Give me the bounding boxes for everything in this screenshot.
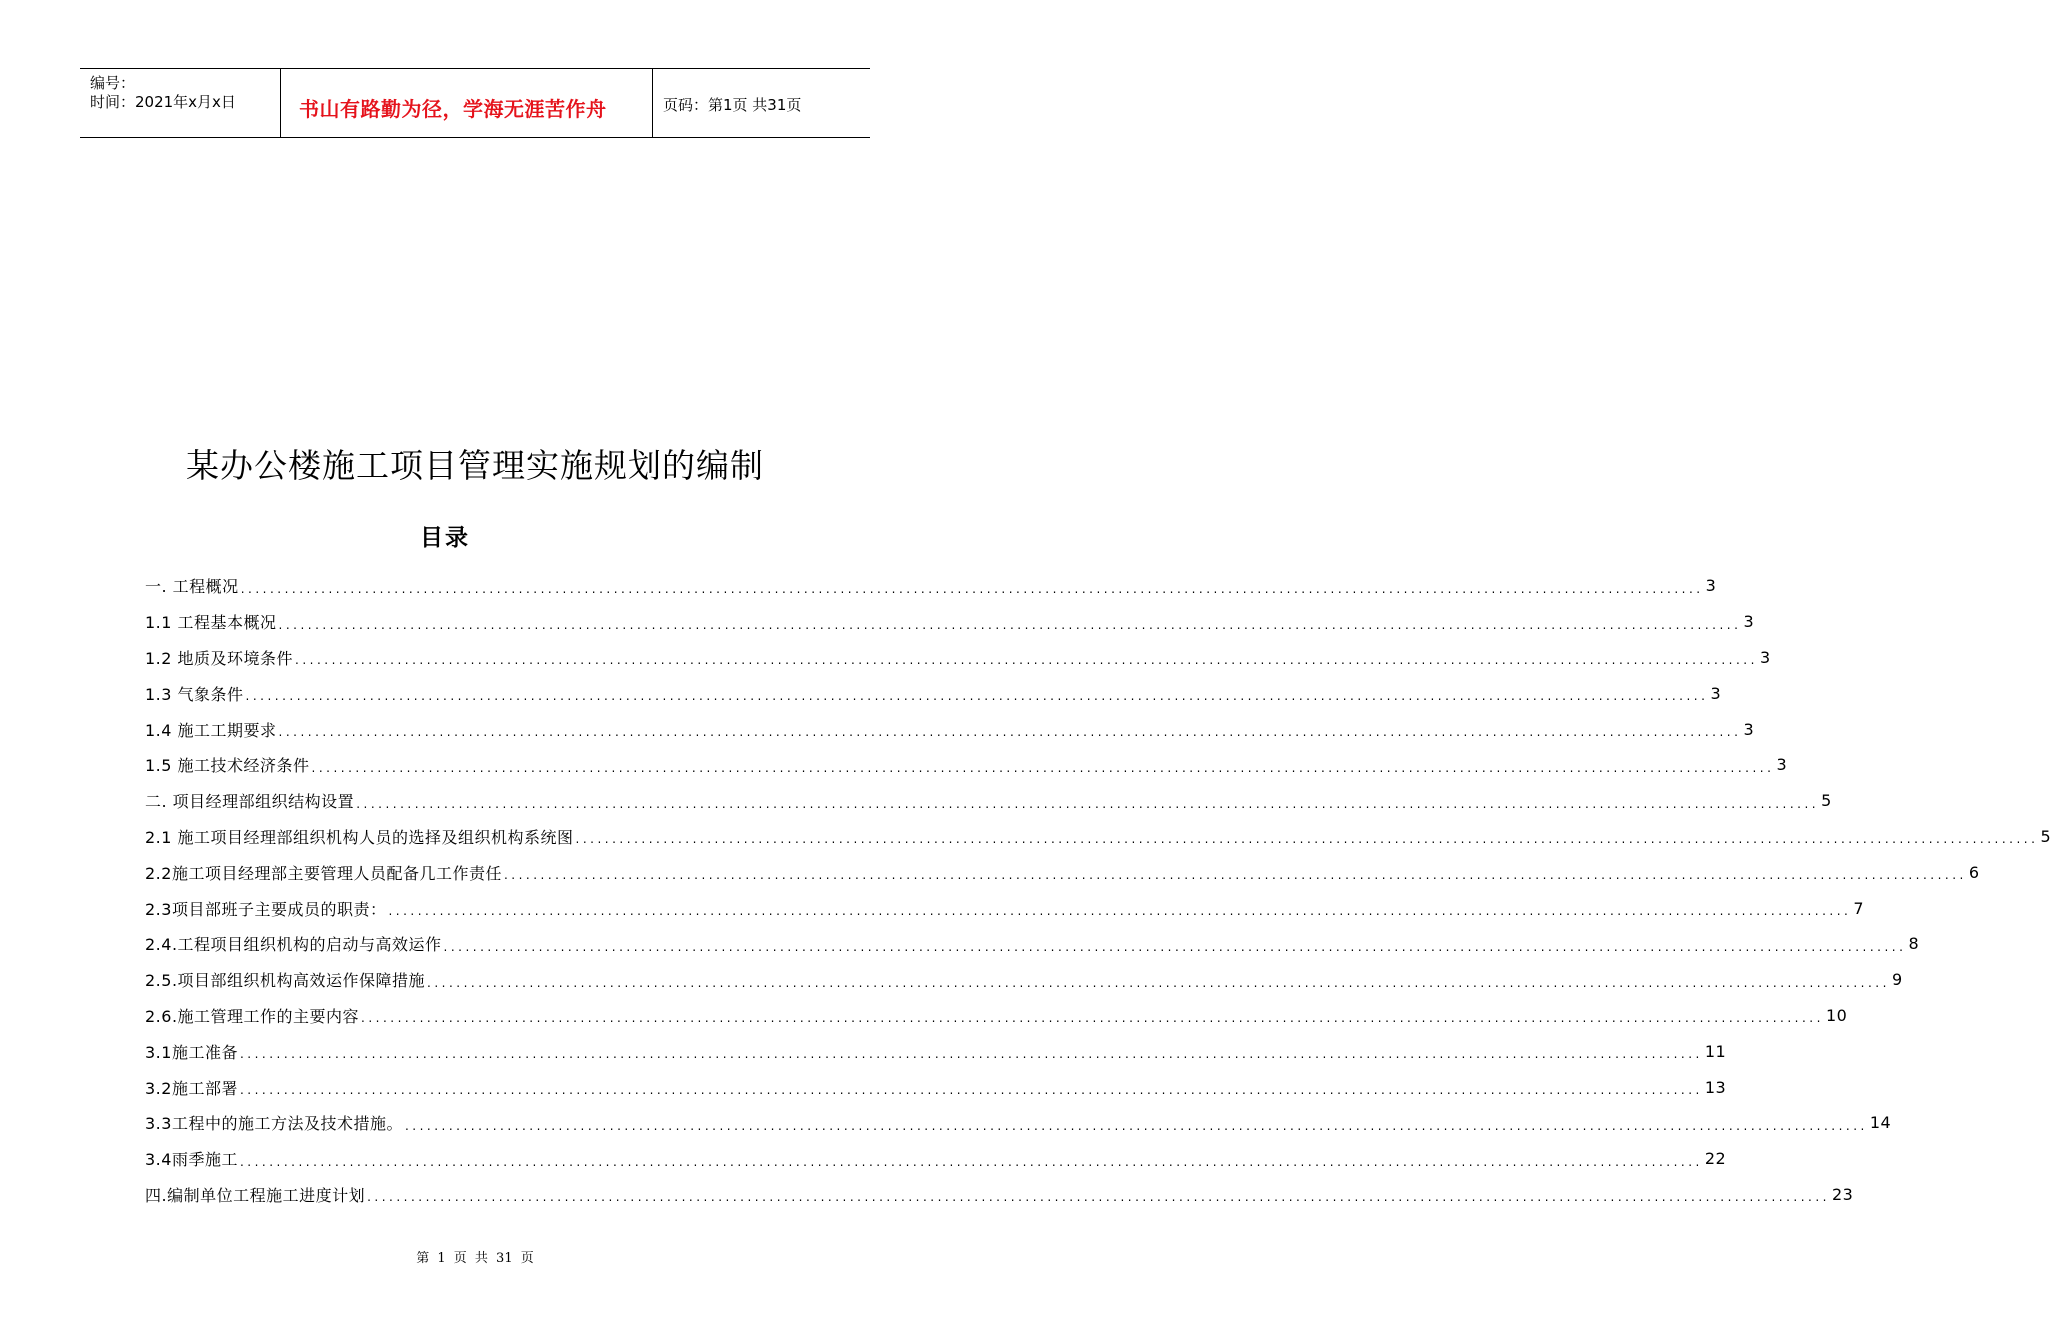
toc-item-label: 二. 项目经理部组织结构设置 bbox=[145, 792, 355, 812]
table-of-contents bbox=[145, 568, 2051, 1212]
toc-item[interactable] bbox=[145, 890, 1865, 926]
toc-item-page: 3 bbox=[1743, 719, 1755, 739]
toc-item-label: 1.2 地质及环境条件 bbox=[145, 648, 294, 668]
page-code: 页码：第1页 共31页 bbox=[663, 96, 802, 114]
toc-item-label: 2.2施工项目经理部主要管理人员配备几工作责任 bbox=[145, 863, 502, 883]
toc-item-page: 3 bbox=[1759, 647, 1771, 667]
toc-leader-dots: ........................................................................................................................................................................................................ bbox=[239, 1083, 1703, 1098]
header-motto-cell bbox=[281, 69, 653, 137]
toc-item-page: 10 bbox=[1825, 1005, 1848, 1025]
toc-item[interactable] bbox=[145, 1033, 1727, 1069]
toc-item-label: 3.4雨季施工 bbox=[145, 1150, 238, 1170]
toc-item[interactable] bbox=[145, 675, 1722, 711]
toc-item-label: 1.4 施工工期要求 bbox=[145, 720, 277, 740]
toc-item-page: 8 bbox=[1908, 934, 1920, 954]
toc-item-page: 3 bbox=[1710, 683, 1722, 703]
toc-item-page: 9 bbox=[1891, 970, 1903, 990]
header-table bbox=[80, 68, 870, 138]
toc-item[interactable] bbox=[145, 1177, 1854, 1213]
toc-leader-dots: ........................................................................................................................................................................................................ bbox=[404, 1118, 1868, 1133]
number-label: 编号： bbox=[90, 74, 136, 92]
toc-leader-dots: ........................................................................................................................................................................................................ bbox=[245, 689, 1709, 704]
toc-item-label: 2.1 施工项目经理部组织机构人员的选择及组织机构系统图 bbox=[145, 827, 574, 847]
toc-item-page: 6 bbox=[1968, 862, 1980, 882]
toc-leader-dots: ........................................................................................................................................................................................................ bbox=[575, 832, 2039, 847]
toc-leader-dots: ........................................................................................................................................................................................................ bbox=[278, 725, 1742, 740]
toc-item-page: 7 bbox=[1853, 898, 1865, 918]
header-page-cell bbox=[653, 69, 870, 137]
toc-item-page: 5 bbox=[2040, 826, 2051, 846]
toc-item[interactable] bbox=[145, 568, 1717, 604]
toc-item[interactable] bbox=[145, 747, 1788, 783]
toc-item[interactable] bbox=[145, 926, 1920, 962]
toc-item-label: 1.1 工程基本概况 bbox=[145, 613, 277, 633]
toc-item[interactable] bbox=[145, 783, 1832, 819]
toc-leader-dots: ........................................................................................................................................................................................................ bbox=[240, 581, 1704, 596]
toc-heading: 目录 bbox=[420, 525, 470, 551]
toc-item-label: 1.5 施工技术经济条件 bbox=[145, 756, 310, 776]
toc-item-page: 22 bbox=[1704, 1149, 1727, 1169]
toc-item[interactable] bbox=[145, 604, 1755, 640]
toc-leader-dots: ........................................................................................................................................................................................................ bbox=[388, 904, 1852, 919]
toc-item-label: 2.6.施工管理工作的主要内容 bbox=[145, 1006, 360, 1026]
toc-item-page: 3 bbox=[1743, 612, 1755, 632]
toc-item[interactable] bbox=[145, 1069, 1727, 1105]
toc-item[interactable] bbox=[145, 962, 1903, 998]
toc-leader-dots: ........................................................................................................................................................................................................ bbox=[427, 975, 1890, 990]
toc-item-label: 3.2施工部署 bbox=[145, 1078, 238, 1098]
toc-item-label: 四.编制单位工程施工进度计划 bbox=[145, 1185, 366, 1205]
toc-item-page: 14 bbox=[1869, 1113, 1892, 1133]
page-footer: 第 1 页 共 31 页 bbox=[416, 1251, 534, 1266]
toc-item-label: 2.5.项目部组织机构高效运作保障措施 bbox=[145, 971, 426, 991]
toc-leader-dots: ........................................................................................................................................................................................................ bbox=[278, 617, 1742, 632]
toc-item[interactable] bbox=[145, 998, 1848, 1034]
toc-item[interactable] bbox=[145, 819, 2051, 855]
toc-item-page: 5 bbox=[1821, 791, 1832, 811]
toc-item-label: 一. 工程概况 bbox=[145, 577, 239, 597]
toc-leader-dots: ........................................................................................................................................................................................................ bbox=[367, 1190, 1830, 1205]
toc-item-label: 3.3工程中的施工方法及技术措施。 bbox=[145, 1114, 403, 1134]
toc-leader-dots: ........................................................................................................................................................................................................ bbox=[356, 796, 1820, 811]
toc-leader-dots: ........................................................................................................................................................................................................ bbox=[295, 653, 1758, 668]
toc-item[interactable] bbox=[145, 854, 1980, 890]
document-title: 某办公楼施工项目管理实施规划的编制 bbox=[186, 446, 764, 485]
toc-item-label: 2.4.工程项目组织机构的启动与高效运作 bbox=[145, 935, 442, 955]
toc-item[interactable] bbox=[145, 1141, 1727, 1177]
toc-item-label: 1.3 气象条件 bbox=[145, 684, 244, 704]
toc-item-page: 11 bbox=[1704, 1041, 1727, 1061]
toc-leader-dots: ........................................................................................................................................................................................................ bbox=[239, 1047, 1703, 1062]
toc-item-page: 3 bbox=[1705, 576, 1717, 596]
toc-item-page: 13 bbox=[1704, 1077, 1727, 1097]
toc-item-page: 3 bbox=[1776, 755, 1788, 775]
toc-leader-dots: ........................................................................................................................................................................................................ bbox=[443, 939, 1907, 954]
toc-item[interactable] bbox=[145, 711, 1755, 747]
time-label: 时间：2021年x月x日 bbox=[90, 93, 236, 111]
toc-item[interactable] bbox=[145, 1105, 1892, 1141]
toc-item-page: 23 bbox=[1831, 1184, 1854, 1204]
motto-text: 书山有路勤为径，学海无涯苦作舟 bbox=[299, 97, 607, 121]
toc-item[interactable] bbox=[145, 640, 1771, 676]
toc-item-label: 2.3项目部班子主要成员的职责： bbox=[145, 899, 387, 919]
header-info-cell bbox=[80, 69, 281, 137]
toc-leader-dots: ........................................................................................................................................................................................................ bbox=[239, 1154, 1703, 1169]
toc-leader-dots: ........................................................................................................................................................................................................ bbox=[361, 1011, 1824, 1026]
toc-leader-dots: ........................................................................................................................................................................................................ bbox=[503, 868, 1967, 883]
toc-leader-dots: ........................................................................................................................................................................................................ bbox=[311, 760, 1775, 775]
toc-item-label: 3.1施工准备 bbox=[145, 1042, 238, 1062]
